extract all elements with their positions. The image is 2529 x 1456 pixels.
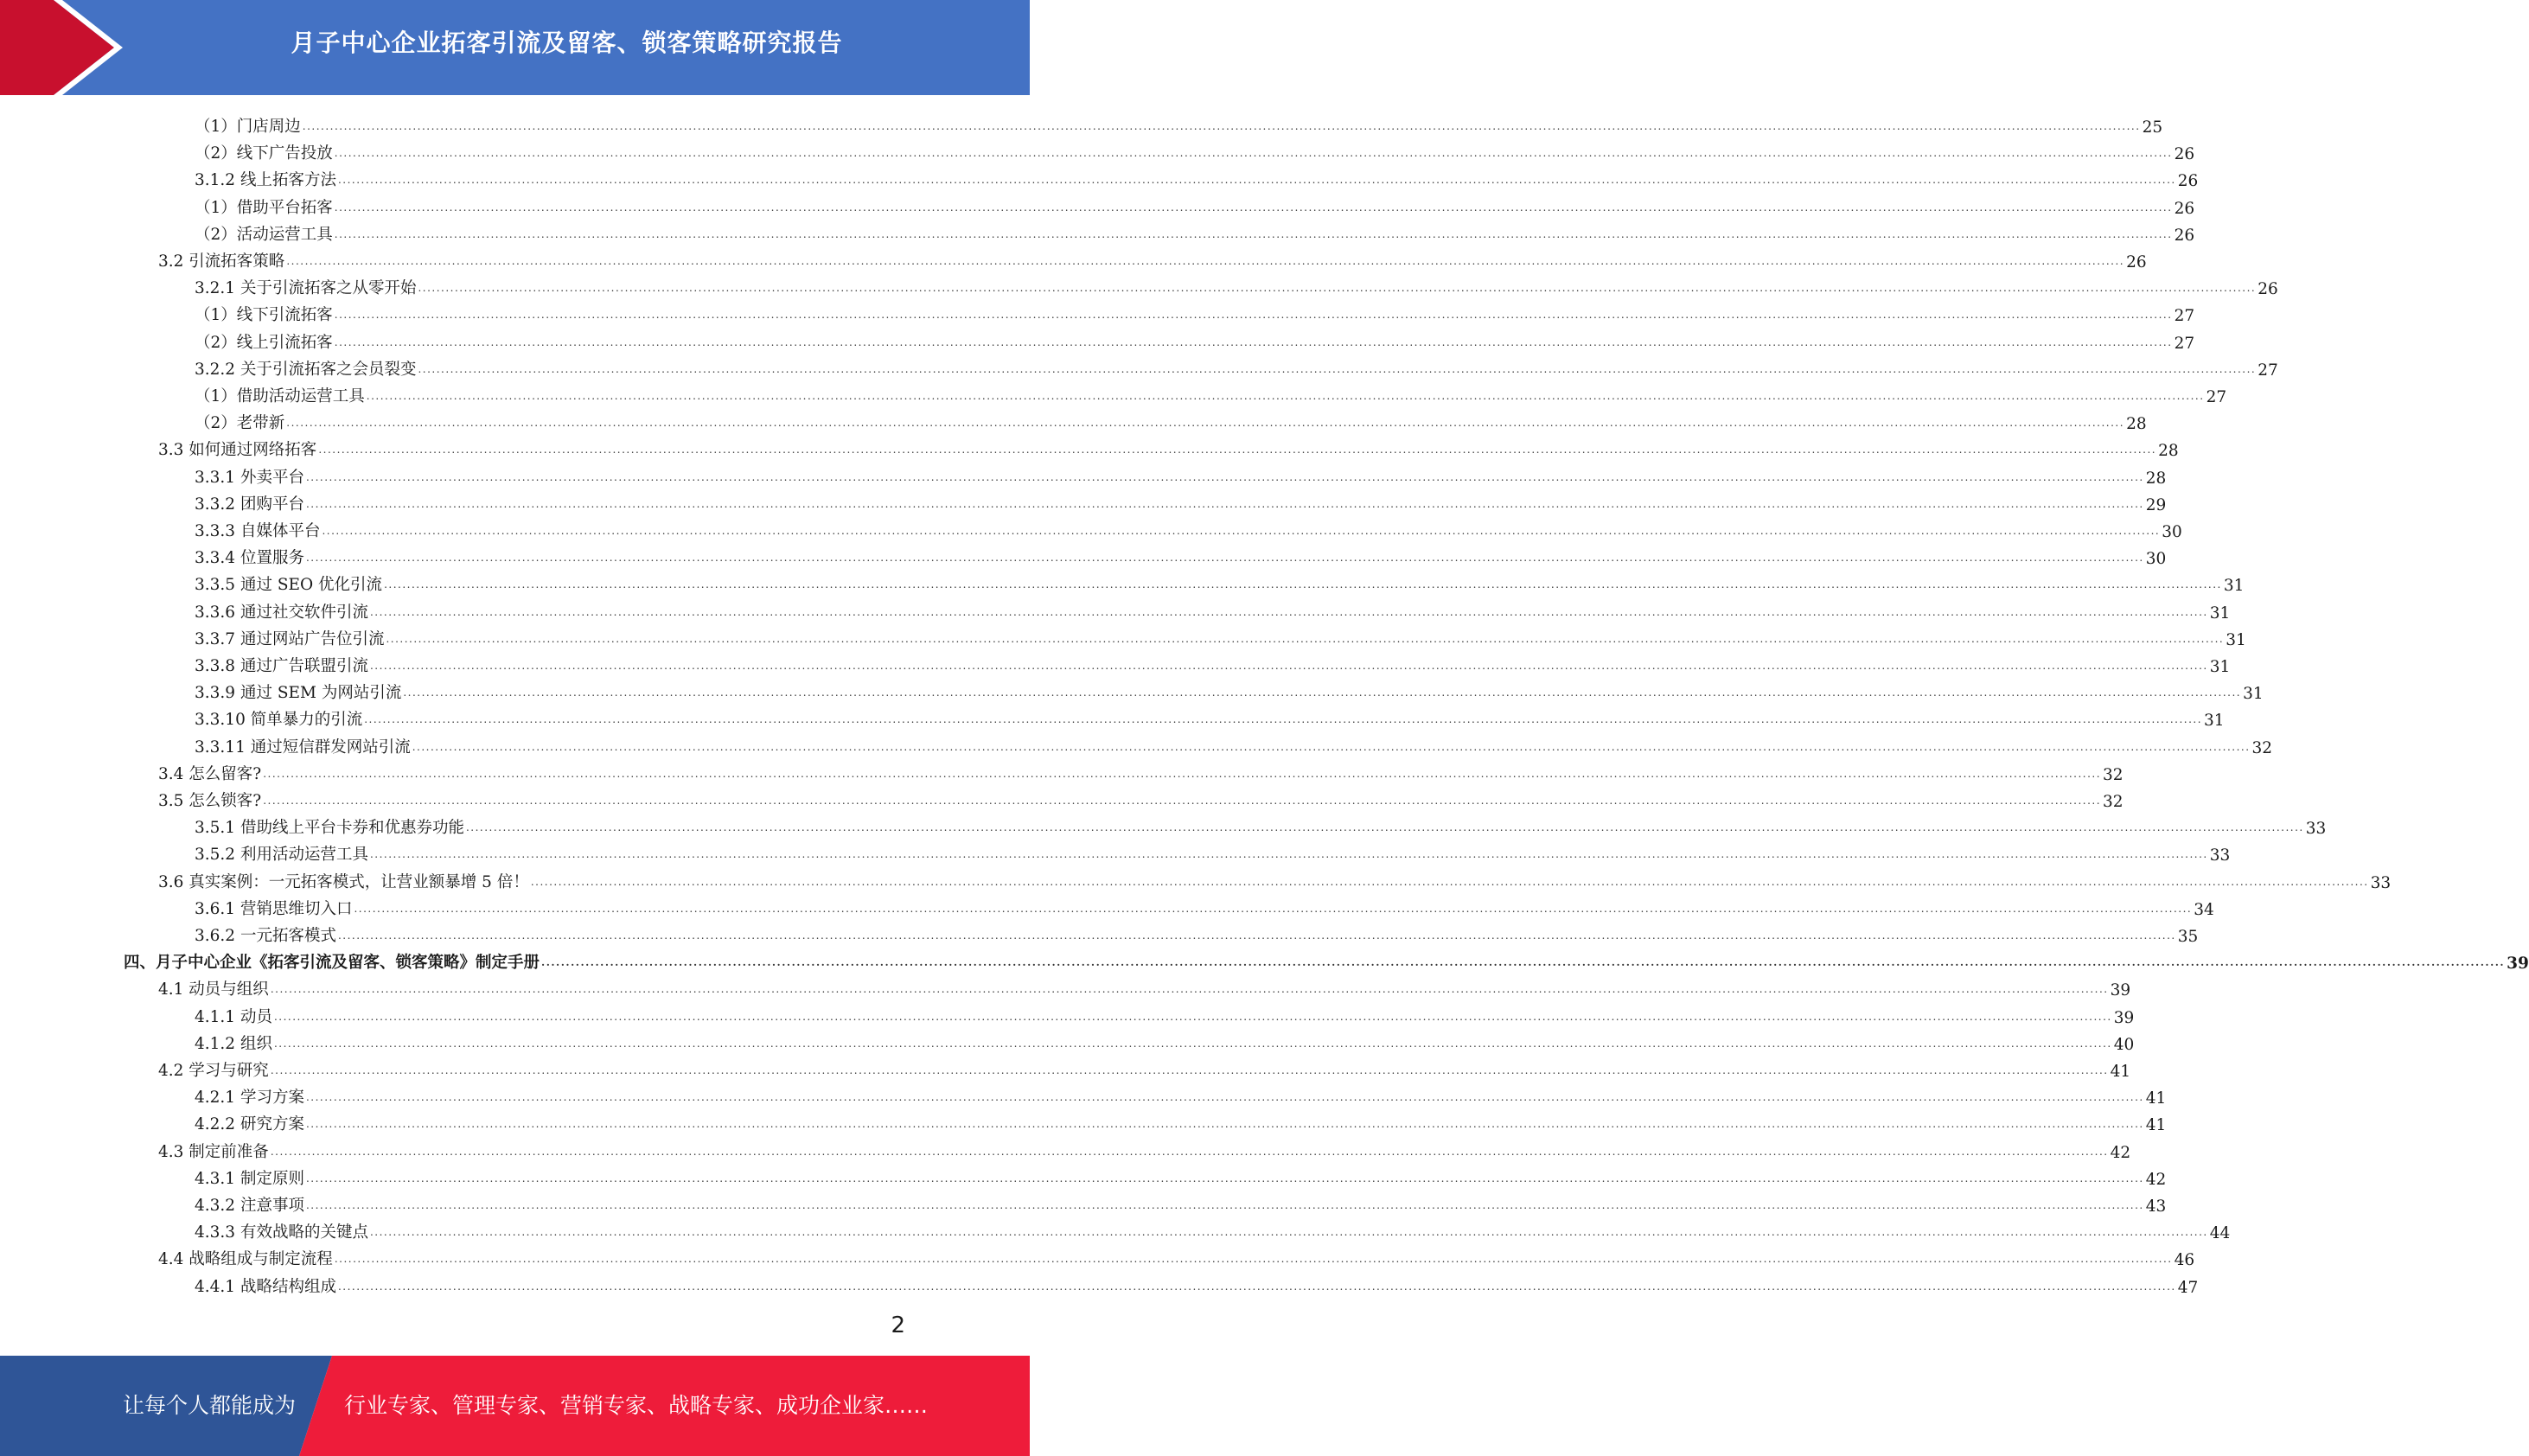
toc-dot-leader: ................................................................................................................................................................................................................................................................................................................................................................................................................: [334, 309, 2173, 322]
toc-entry-label: 3.3.9 通过 SEM 为网站引流: [195, 684, 402, 703]
toc-entry: [195, 110, 2163, 137]
footer-banner: [0, 1356, 1030, 1456]
toc-entry: [158, 973, 2131, 1000]
toc-dot-leader: ................................................................................................................................................................................................................................................................................................................................................................................................................: [270, 983, 2109, 996]
toc-entry-label: 3.5.2 利用活动运营工具: [195, 846, 368, 865]
toc-entry-label: 4.3.1 制定原则: [195, 1169, 304, 1188]
toc-entry-page: 41: [2145, 1089, 2167, 1108]
toc-entry-label: 4.1 动员与组织: [158, 980, 269, 999]
toc-entry: [158, 1054, 2131, 1081]
toc-entry: [195, 1000, 2135, 1027]
toc-entry: [158, 784, 2123, 811]
toc-dot-leader: ................................................................................................................................................................................................................................................................................................................................................................................................................: [412, 740, 2251, 753]
toc-entry-label: 3.6.2 一元拓客模式: [195, 927, 336, 945]
toc-entry-label: 4.2 学习与研究: [158, 1062, 269, 1080]
toc-entry-page: 33: [2305, 820, 2327, 839]
toc-entry-page: 43: [2145, 1197, 2167, 1216]
toc-entry-label: 4.1.1 动员: [195, 1007, 272, 1026]
toc-entry-page: 27: [2174, 334, 2195, 353]
toc-entry: [195, 1162, 2167, 1189]
toc-dot-leader: ................................................................................................................................................................................................................................................................................................................................................................................................................: [263, 767, 2102, 780]
toc-dot-leader: ................................................................................................................................................................................................................................................................................................................................................................................................................: [334, 147, 2173, 160]
footer-slogan-right: 行业专家、管理专家、营销专家、战略专家、成功企业家……: [344, 1393, 929, 1418]
toc-entry-page: 26: [2126, 253, 2147, 271]
toc-dot-leader: ................................................................................................................................................................................................................................................................................................................................................................................................................: [403, 686, 2242, 699]
toc-entry: [195, 838, 2231, 865]
toc-entry-label: （2）老带新: [195, 414, 285, 433]
toc-dot-leader: ................................................................................................................................................................................................................................................................................................................................................................................................................: [369, 1226, 2208, 1239]
toc-entry-page: 39: [2110, 981, 2131, 1000]
toc-entry-page: 44: [2209, 1224, 2231, 1243]
toc-entry: [195, 541, 2167, 569]
toc-entry-page: 28: [2126, 415, 2147, 434]
toc-entry-label: 4.2.1 学习方案: [195, 1089, 304, 1108]
toc-dot-leader: ................................................................................................................................................................................................................................................................................................................................................................................................................: [270, 1064, 2109, 1076]
toc-dot-leader: ................................................................................................................................................................................................................................................................................................................................................................................................................: [418, 362, 2257, 375]
toc-entry: [195, 406, 2147, 434]
toc-entry-page: 39: [2113, 1008, 2135, 1027]
toc-entry: [158, 757, 2123, 784]
toc-entry-label: 3.3.10 简单暴力的引流: [195, 711, 363, 730]
toc-dot-leader: ................................................................................................................................................................................................................................................................................................................................................................................................................: [364, 713, 2203, 726]
toc-entry: [195, 703, 2225, 731]
toc-entry-page: 33: [2370, 873, 2392, 892]
toc-dot-leader: ................................................................................................................................................................................................................................................................................................................................................................................................................: [369, 660, 2208, 672]
toc-entry-page: 29: [2145, 495, 2167, 514]
toc-entry: [195, 1189, 2167, 1216]
toc-dot-leader: ................................................................................................................................................................................................................................................................................................................................................................................................................: [286, 255, 2125, 267]
header-title: 月子中心企业拓客引流及留客、锁客策略研究报告: [291, 29, 843, 57]
toc-dot-leader: ................................................................................................................................................................................................................................................................................................................................................................................................................: [337, 174, 2176, 187]
toc-entry-label: （1）线下引流拓客: [195, 306, 333, 325]
toc-entry-label: 3.4 怎么留客?: [158, 764, 262, 783]
toc-entry-label: 3.3.6 通过社交软件引流: [195, 603, 368, 622]
toc-dot-leader: ................................................................................................................................................................................................................................................................................................................................................................................................................: [337, 929, 2176, 942]
toc-entry: [195, 326, 2195, 353]
toc-entry: [195, 568, 2245, 596]
toc-entry-page: 35: [2177, 928, 2199, 946]
toc-entry-label: 3.2.1 关于引流拓客之从零开始: [195, 279, 417, 298]
toc-entry: [195, 218, 2195, 245]
toc-dot-leader: ................................................................................................................................................................................................................................................................................................................................................................................................................: [305, 1118, 2144, 1131]
toc-entry-label: 4.4.1 战略结构组成: [195, 1277, 336, 1296]
toc-dot-leader: ................................................................................................................................................................................................................................................................................................................................................................................................................: [305, 470, 2144, 483]
toc-entry-label: 3.3.3 自媒体平台: [195, 522, 321, 540]
toc-entry-label: 4.1.2 组织: [195, 1034, 272, 1053]
toc-entry-page: 34: [2194, 900, 2214, 919]
toc-entry: [158, 245, 2147, 271]
toc-entry: [158, 433, 2179, 461]
toc-entry-label: 3.1.2 线上拓客方法: [195, 171, 336, 190]
toc-entry-page: 31: [2209, 603, 2231, 623]
toc-entry: [195, 488, 2167, 514]
toc-entry: [195, 1108, 2167, 1135]
toc-entry-label: 3.3.4 位置服务: [195, 549, 304, 568]
toc-entry: [195, 919, 2199, 946]
toc-entry-label: （2）活动运营工具: [195, 225, 333, 244]
toc-dot-leader: ................................................................................................................................................................................................................................................................................................................................................................................................................: [541, 956, 2506, 969]
toc-entry: [195, 596, 2231, 623]
toc-entry-page: 30: [2162, 523, 2182, 541]
toc-dot-leader: ................................................................................................................................................................................................................................................................................................................................................................................................................: [318, 444, 2157, 457]
toc-entry-page: 28: [2145, 469, 2167, 488]
toc-dot-leader: ................................................................................................................................................................................................................................................................................................................................................................................................................: [334, 335, 2173, 348]
toc-dot-leader: ................................................................................................................................................................................................................................................................................................................................................................................................................: [305, 1199, 2144, 1211]
toc-entry-label: 4.3.3 有效战略的关键点: [195, 1223, 368, 1242]
toc-entry-label: 4.2.2 研究方案: [195, 1115, 304, 1134]
toc-entry-label: （1）借助平台拓客: [195, 198, 333, 217]
toc-entry: [195, 137, 2195, 164]
toc-entry: [195, 731, 2273, 757]
toc-entry-label: （1）借助活动运营工具: [195, 387, 365, 406]
toc-entry: [195, 811, 2327, 839]
toc-entry-page: 26: [2174, 226, 2195, 245]
toc-entry-page: 39: [2507, 955, 2529, 974]
toc-entry-label: 3.2 引流拓客策略: [158, 252, 285, 271]
toc-entry-label: 3.3.5 通过 SEO 优化引流: [195, 576, 383, 595]
toc-entry-page: 33: [2209, 846, 2231, 865]
toc-entry-label: 3.6.1 营销思维切入口: [195, 899, 353, 918]
toc-entry-page: 31: [2243, 685, 2264, 704]
toc-entry-label: 3.3 如何通过网络拓客: [158, 441, 317, 460]
toc-dot-leader: ................................................................................................................................................................................................................................................................................................................................................................................................................: [305, 1172, 2144, 1185]
toc-dot-leader: ................................................................................................................................................................................................................................................................................................................................................................................................................: [384, 578, 2222, 591]
toc-entry-page: 27: [2206, 388, 2227, 406]
toc-entry: [195, 1270, 2199, 1297]
toc-entry: [195, 298, 2195, 326]
toc-dot-leader: ................................................................................................................................................................................................................................................................................................................................................................................................................: [273, 1037, 2112, 1050]
toc-entry-page: 32: [2103, 793, 2123, 811]
toc-entry-page: 30: [2145, 550, 2167, 569]
toc-entry: [195, 461, 2167, 488]
toc-entry-label: 3.3.2 团购平台: [195, 495, 304, 514]
toc-dot-leader: ................................................................................................................................................................................................................................................................................................................................................................................................................: [530, 875, 2369, 888]
toc-entry-page: 31: [2209, 658, 2231, 676]
toc-entry-label: 3.3.8 通过广告联盟引流: [195, 657, 368, 675]
toc-dot-leader: ................................................................................................................................................................................................................................................................................................................................................................................................................: [418, 282, 2257, 295]
toc-entry-label: 4.3 制定前准备: [158, 1142, 269, 1161]
toc-entry-label: 4.4 战略组成与制定流程: [158, 1250, 333, 1269]
footer-slogan-left: 让每个人都能成为: [123, 1393, 297, 1418]
toc-entry: [195, 649, 2231, 676]
toc-entry: [158, 1242, 2195, 1270]
toc-entry-page: 31: [2226, 630, 2246, 649]
toc-entry-label: 4.3.2 注意事项: [195, 1197, 304, 1215]
toc-entry-page: 42: [2145, 1170, 2167, 1189]
toc-entry-label: （2）线下广告投放: [195, 144, 333, 163]
toc-entry-label: 3.3.7 通过网站广告位引流: [195, 629, 385, 648]
toc-entry: [195, 1027, 2135, 1054]
toc-entry-page: 26: [2174, 199, 2195, 218]
toc-dot-leader: ................................................................................................................................................................................................................................................................................................................................................................................................................: [305, 497, 2144, 510]
toc-entry: [195, 892, 2214, 919]
page-number: 2: [891, 1312, 905, 1338]
toc-dot-leader: ................................................................................................................................................................................................................................................................................................................................................................................................................: [337, 1280, 2176, 1293]
toc-entry: [195, 353, 2278, 380]
toc-dot-leader: ................................................................................................................................................................................................................................................................................................................................................................................................................: [354, 902, 2193, 915]
toc-entry-page: 26: [2258, 280, 2278, 299]
toc-dot-leader: ................................................................................................................................................................................................................................................................................................................................................................................................................: [366, 390, 2205, 402]
toc-entry-page: 41: [2110, 1063, 2131, 1081]
toc-dot-leader: ................................................................................................................................................................................................................................................................................................................................................................................................................: [322, 525, 2161, 537]
toc-dot-leader: ................................................................................................................................................................................................................................................................................................................................................................................................................: [369, 605, 2208, 618]
toc-dot-leader: ................................................................................................................................................................................................................................................................................................................................................................................................................: [334, 201, 2173, 214]
toc-entry-label: 3.2.2 关于引流拓客之会员裂变: [195, 360, 417, 379]
toc-entry: [158, 865, 2392, 892]
toc-entry: [195, 514, 2182, 541]
toc-entry-label: 四、月子中心企业《拓客引流及留客、锁客策略》制定手册: [124, 954, 540, 973]
toc-dot-leader: ................................................................................................................................................................................................................................................................................................................................................................................................................: [334, 1253, 2173, 1266]
toc-entry-label: 3.5 怎么锁客?: [158, 792, 262, 810]
toc-dot-leader: ................................................................................................................................................................................................................................................................................................................................................................................................................: [286, 417, 2125, 430]
toc-entry-page: 46: [2174, 1251, 2195, 1270]
toc-entry-page: 27: [2174, 307, 2195, 326]
toc-entry: [195, 1081, 2167, 1108]
toc-entry-label: 3.3.11 通过短信群发网站引流: [195, 738, 411, 757]
toc-entry-page: 41: [2145, 1116, 2167, 1135]
toc-entry: [195, 163, 2199, 191]
toc-entry-label: 3.5.1 借助线上平台卡券和优惠券功能: [195, 819, 464, 838]
toc-entry-page: 42: [2110, 1143, 2131, 1162]
toc-entry-label: （2）线上引流拓客: [195, 333, 333, 352]
toc-entry-page: 26: [2177, 172, 2199, 191]
toc-dot-leader: ................................................................................................................................................................................................................................................................................................................................................................................................................: [305, 552, 2144, 565]
toc-entry-label: 3.3.1 外卖平台: [195, 468, 304, 487]
toc-entry-page: 31: [2223, 577, 2245, 596]
toc-entry-page: 32: [2103, 765, 2123, 784]
toc-dot-leader: ................................................................................................................................................................................................................................................................................................................................................................................................................: [386, 632, 2225, 645]
header-bar: [0, 0, 1030, 95]
toc-dot-leader: ................................................................................................................................................................................................................................................................................................................................................................................................................: [305, 1091, 2144, 1104]
toc-entry: [195, 271, 2278, 299]
toc-entry-page: 28: [2158, 442, 2179, 461]
toc-entry-page: 25: [2142, 118, 2163, 137]
toc-entry-page: 47: [2177, 1278, 2199, 1297]
toc-entry: [195, 676, 2264, 704]
toc-entry: [195, 1216, 2231, 1243]
toc-entry: [195, 380, 2227, 406]
toc-dot-leader: ................................................................................................................................................................................................................................................................................................................................................................................................................: [273, 1010, 2112, 1023]
toc-entry-page: 32: [2251, 738, 2273, 757]
toc-entry-page: 27: [2258, 361, 2278, 380]
toc-entry: [124, 946, 2529, 974]
toc-entry: [195, 191, 2195, 218]
toc-dot-leader: ................................................................................................................................................................................................................................................................................................................................................................................................................: [465, 821, 2304, 834]
toc-dot-leader: ................................................................................................................................................................................................................................................................................................................................................................................................................: [302, 120, 2141, 132]
toc-entry: [195, 623, 2246, 649]
header-chevron-logo: [0, 0, 138, 95]
toc-dot-leader: ................................................................................................................................................................................................................................................................................................................................................................................................................: [334, 227, 2173, 240]
toc-dot-leader: ................................................................................................................................................................................................................................................................................................................................................................................................................: [270, 1145, 2109, 1158]
toc-entry-label: 3.6 真实案例：一元拓客模式，让营业额暴增 5 倍！: [158, 872, 529, 891]
toc-entry-page: 26: [2174, 145, 2195, 164]
toc-entry-page: 31: [2204, 712, 2225, 731]
toc-entry-page: 40: [2113, 1035, 2135, 1054]
toc-entry-label: （1）门店周边: [195, 118, 301, 136]
toc-entry: [158, 1135, 2131, 1162]
toc-dot-leader: ................................................................................................................................................................................................................................................................................................................................................................................................................: [369, 848, 2208, 861]
toc-dot-leader: ................................................................................................................................................................................................................................................................................................................................................................................................................: [263, 795, 2102, 807]
